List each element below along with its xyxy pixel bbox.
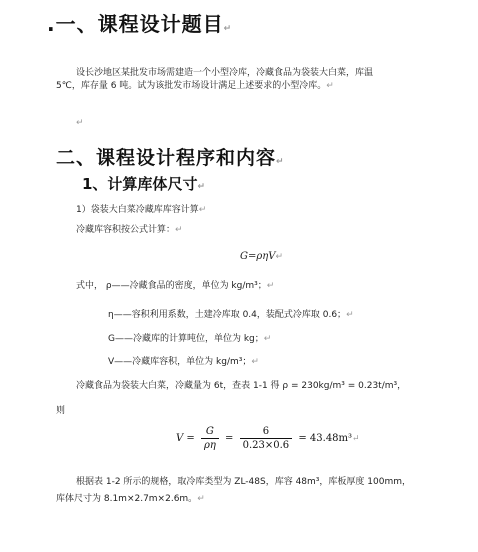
formula-g-text: G=ρηV xyxy=(240,251,276,262)
food-line xyxy=(76,380,406,392)
def-v xyxy=(108,356,259,368)
def-eta-text: η——容积利用系数，土建冷库取 0.4，装配式冷库取 0.6； xyxy=(108,310,347,320)
task-text-2: 5℃，库存量 6 吨。试为该批发市场设计满足上述要求的小型冷库。 xyxy=(56,81,327,91)
spec-line-2 xyxy=(56,493,205,505)
paragraph-mark: ↵ xyxy=(197,494,205,504)
paragraph-mark: ↵ xyxy=(276,157,285,167)
paragraph-mark: ↵ xyxy=(175,225,183,235)
where-rho-text: 式中， ρ——冷藏食品的密度，单位为 kg/m³； xyxy=(76,281,267,291)
heading-text: 二、课程设计程序和内容 xyxy=(56,147,277,169)
section-heading-1 xyxy=(47,8,232,37)
formula-intro-text: 冷藏库容积按公式计算： xyxy=(76,225,176,235)
paragraph-mark: ↵ xyxy=(352,434,360,444)
item-1-text: 1）袋装大白菜冷藏库库容计算 xyxy=(76,205,199,215)
spec-line-1 xyxy=(76,476,411,488)
task-text-1: 设长沙地区某批发市场需建造一个小型冷库，冷藏食品为袋装大白菜，库温 xyxy=(76,68,374,78)
fraction-g-over-rho-eta xyxy=(201,426,219,451)
paragraph-mark: ↵ xyxy=(326,81,334,91)
heading-text: 一、课程设计题目 xyxy=(55,12,224,36)
blank-paragraph-mark: ↵ xyxy=(76,118,84,128)
subheading-1 xyxy=(82,173,205,194)
fraction-denominator: ρη xyxy=(203,440,216,451)
paragraph-mark: ↵ xyxy=(198,205,207,215)
eq-v-label: V = xyxy=(176,433,195,444)
task-line-2 xyxy=(56,80,334,92)
paragraph-mark: ↵ xyxy=(251,357,259,367)
def-g-text: G——冷藏库的计算吨位，单位为 kg； xyxy=(108,334,264,344)
paragraph-mark: ↵ xyxy=(197,182,205,192)
spec-text-1: 根据表 1-2 所示的规格，取冷库类型为 ZL-48S，库容 48m³，库板厚度 100mm， xyxy=(76,477,411,487)
then-text: 则 xyxy=(56,406,66,416)
def-v-text: V——冷藏库容积，单位为 kg/m³； xyxy=(108,357,252,367)
fraction-numerator: G xyxy=(201,426,219,439)
paragraph-mark: ↵ xyxy=(346,310,354,320)
food-text: 冷藏食品为袋装大白菜，冷藏量为 6t，查表 1-1 得 ρ = 230kg/m³ = 0.23t/m³， xyxy=(76,381,407,391)
where-rho xyxy=(76,280,274,292)
def-g xyxy=(108,333,271,345)
formula-intro xyxy=(76,224,183,236)
task-line-1 xyxy=(76,67,373,79)
paragraph-mark: ↵ xyxy=(275,252,284,262)
subheading-text: 1、计算库体尺寸 xyxy=(82,175,198,193)
item-1 xyxy=(76,204,206,216)
paragraph-mark: ↵ xyxy=(223,24,233,34)
volume-equation xyxy=(176,426,360,451)
paragraph-mark: ↵ xyxy=(263,334,272,344)
section-heading-2 xyxy=(56,143,285,170)
paragraph-mark: ↵ xyxy=(266,281,275,291)
fraction-numerator: 6 xyxy=(240,426,293,439)
then-line xyxy=(56,405,65,417)
formula-g xyxy=(240,251,283,263)
fraction-6-over-product xyxy=(240,426,293,451)
def-eta xyxy=(108,309,354,321)
spec-text-2: 库体尺寸为 8.1m×2.7m×2.6m。 xyxy=(56,494,198,504)
eq-equals: = xyxy=(225,433,234,444)
fraction-denominator: 0.23×0.6 xyxy=(242,440,290,451)
heading-prefix: . xyxy=(47,12,56,36)
eq-result: = 43.48m³ xyxy=(298,433,353,444)
